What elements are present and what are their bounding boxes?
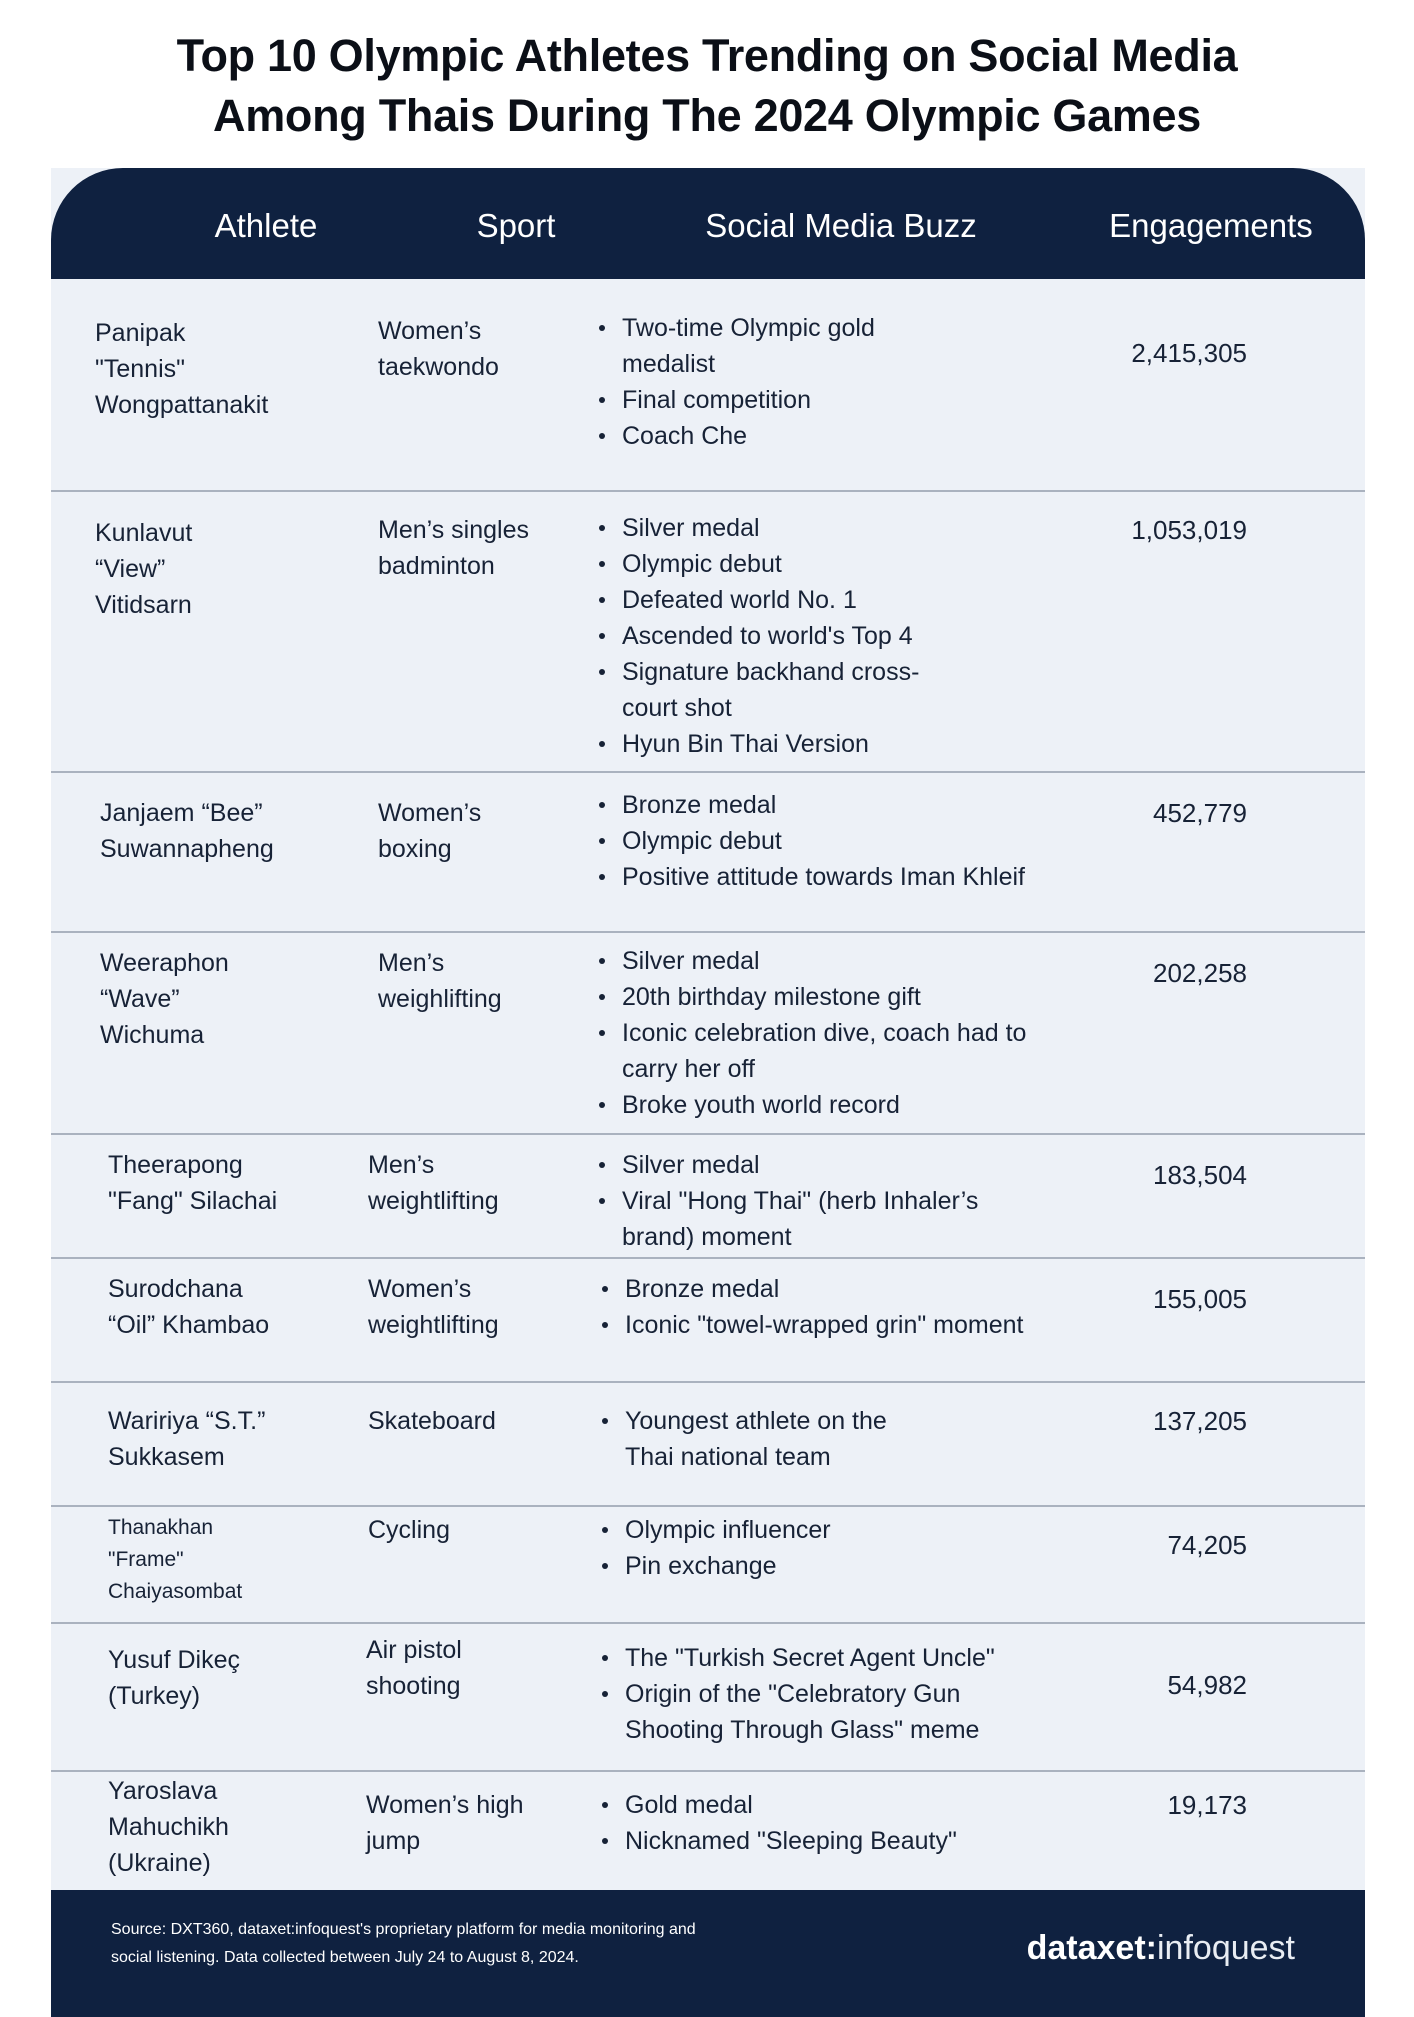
buzz-item-line: Gold medal <box>625 1791 753 1819</box>
sport <box>368 1403 568 1439</box>
athlete-name-line: Mahuchikh <box>108 1813 229 1841</box>
sport <box>368 1147 568 1219</box>
source-line-2: social listening. Data collected between July 24 to August 8, 2024. <box>111 1949 579 1966</box>
buzz-item <box>595 382 1095 418</box>
sport-line: Cycling <box>368 1516 450 1544</box>
buzz-item-line: Silver medal <box>622 947 760 975</box>
buzz-item <box>598 1823 1098 1859</box>
sport <box>368 1512 568 1548</box>
row-divider <box>51 1770 1365 1772</box>
engagements-value: 19,173 <box>1167 1790 1247 1820</box>
athlete-name-line: (Ukraine) <box>108 1849 211 1877</box>
sport <box>366 1632 566 1704</box>
sport <box>366 1787 566 1859</box>
sport-line: Women’s <box>378 799 482 827</box>
athlete-name-line: Panipak <box>95 319 186 347</box>
athlete-name-line: "Tennis" <box>95 355 186 383</box>
sport <box>378 313 578 385</box>
sport <box>368 1271 568 1343</box>
sport <box>378 512 578 584</box>
sport-line: Air pistol <box>366 1636 462 1664</box>
sport-line: Skateboard <box>368 1407 496 1435</box>
buzz-item-line: Youngest athlete on the <box>625 1407 887 1435</box>
buzz-item-line: Positive attitude towards Iman Khleif <box>622 863 1025 891</box>
buzz-item-line: Iconic "towel-wrapped grin" moment <box>625 1311 1024 1339</box>
buzz-item <box>595 582 1095 618</box>
social-media-buzz-list <box>595 310 1095 454</box>
buzz-item <box>595 859 1095 895</box>
buzz-item-line: The "Turkish Secret Agent Uncle" <box>625 1644 995 1672</box>
athlete-name-line: (Turkey) <box>108 1682 201 1710</box>
athlete-name <box>108 1512 358 1608</box>
buzz-item-line: Defeated world No. 1 <box>622 586 857 614</box>
sport <box>378 795 578 867</box>
engagements-value: 54,982 <box>1167 1670 1247 1700</box>
athlete-name-line: Suwannapheng <box>100 835 274 863</box>
athlete-name <box>108 1642 358 1714</box>
sport-line: Women’s <box>368 1275 472 1303</box>
sport-line: weighlifting <box>378 985 502 1013</box>
dataxet-infoquest-logo <box>1027 1928 1295 1968</box>
buzz-item <box>595 726 1095 762</box>
row-divider <box>51 490 1365 492</box>
athlete-name <box>95 515 345 623</box>
buzz-item <box>595 418 1095 454</box>
sport-line: weightlifting <box>368 1311 499 1339</box>
buzz-item-line: Iconic celebration dive, coach had to <box>622 1019 1027 1047</box>
buzz-item-line: 20th birthday milestone gift <box>622 983 921 1011</box>
header-athlete: Athlete <box>214 207 318 244</box>
athlete-name-line: Thanakhan <box>108 1516 214 1539</box>
engagements-value: 155,005 <box>1153 1284 1247 1314</box>
buzz-item-line: Shooting Through Glass" meme <box>625 1716 980 1744</box>
buzz-item <box>595 654 1095 726</box>
athlete-name-line: “Wave” <box>100 985 180 1013</box>
row-divider <box>51 1133 1365 1135</box>
athlete-name-line: Yusuf Dikeç <box>108 1646 241 1674</box>
sport-line: Men’s singles <box>378 516 530 544</box>
athlete-name-line: “View” <box>95 555 166 583</box>
sport-line: Women’s <box>378 317 482 345</box>
buzz-item-line: Ascended to world's Top 4 <box>622 622 913 650</box>
engagements-value: 137,205 <box>1153 1406 1247 1436</box>
engagements-value: 74,205 <box>1167 1530 1247 1560</box>
row-divider <box>51 1257 1365 1259</box>
buzz-item-line: Silver medal <box>622 1151 760 1179</box>
row-divider <box>51 1505 1365 1507</box>
sport-line: Men’s <box>378 949 445 977</box>
sport-line: weightlifting <box>368 1187 499 1215</box>
athlete-name-line: “Oil” Khambao <box>108 1311 270 1339</box>
athlete-name-line: Weeraphon <box>100 949 229 977</box>
athlete-name-line: "Frame" <box>108 1548 184 1571</box>
athlete-name-line: "Fang" Silachai <box>108 1187 278 1215</box>
buzz-item-line: Silver medal <box>622 514 760 542</box>
buzz-item-line: Nicknamed "Sleeping Beauty" <box>625 1827 957 1855</box>
athlete-name-line: Wongpattanakit <box>95 391 269 419</box>
title-line-1: Top 10 Olympic Athletes Trending on Social Media <box>176 30 1238 81</box>
table-header <box>51 168 1365 279</box>
sport-line: boxing <box>378 835 452 863</box>
logo-dataxet: dataxet <box>1026 1929 1146 1967</box>
athlete-name-line: Sukkasem <box>108 1443 225 1471</box>
logo-separator: : <box>1145 1929 1157 1967</box>
buzz-item-line: Olympic debut <box>622 827 782 855</box>
row-divider <box>51 1622 1365 1624</box>
source-line-1: Source: DXT360, dataxet:infoquest's proprietary platform for media monitoring and <box>111 1921 696 1938</box>
buzz-item <box>595 1183 1095 1255</box>
athlete-name-line: Vitidsarn <box>95 591 192 619</box>
sport-line: Women’s high <box>366 1791 524 1819</box>
athlete-name-line: Wichuma <box>100 1021 205 1049</box>
athlete-name <box>100 795 350 867</box>
header-social-media-buzz: Social Media Buzz <box>705 207 977 244</box>
buzz-item-line: court shot <box>622 694 732 722</box>
sport-line: Men’s <box>368 1151 435 1179</box>
buzz-item <box>595 1087 1095 1123</box>
buzz-item-line: Coach Che <box>622 422 748 450</box>
athlete-name-line: Waririya “S.T.” <box>108 1407 266 1435</box>
athlete-name-line: Yaroslava <box>108 1777 218 1805</box>
buzz-item-line: Hyun Bin Thai Version <box>622 730 869 758</box>
engagements-value: 2,415,305 <box>1131 338 1247 368</box>
engagements-value: 1,053,019 <box>1131 515 1247 545</box>
buzz-item-line: Origin of the "Celebratory Gun <box>625 1680 961 1708</box>
buzz-item <box>595 1015 1095 1087</box>
buzz-item-line: Bronze medal <box>622 791 777 819</box>
athlete-name-line: Kunlavut <box>95 519 193 547</box>
athlete-name <box>100 945 350 1053</box>
page-title <box>0 26 1414 146</box>
athlete-name <box>108 1147 358 1219</box>
sport-line: taekwondo <box>378 353 499 381</box>
footer <box>51 1890 1365 2017</box>
sport-line: jump <box>366 1827 421 1855</box>
buzz-item-line: Olympic debut <box>622 550 782 578</box>
buzz-item-line: Two-time Olympic gold <box>622 314 875 342</box>
buzz-item-line: Final competition <box>622 386 811 414</box>
buzz-item <box>595 618 1095 654</box>
buzz-item-line: medalist <box>622 350 716 378</box>
buzz-item-line: carry her off <box>622 1055 755 1083</box>
engagements-value: 452,779 <box>1153 798 1247 828</box>
logo-infoquest: infoquest <box>1157 1929 1295 1967</box>
buzz-item-line: Thai national team <box>625 1443 831 1471</box>
athlete-name-line: Janjaem “Bee” <box>100 799 263 827</box>
athlete-name-line: Surodchana <box>108 1275 243 1303</box>
athlete-name-line: Chaiyasombat <box>108 1580 243 1603</box>
buzz-item-line: Broke youth world record <box>622 1091 900 1119</box>
row-divider <box>51 1381 1365 1383</box>
header-engagements: Engagements <box>1109 207 1313 244</box>
athlete-name <box>108 1271 358 1343</box>
buzz-item <box>595 546 1095 582</box>
buzz-item-line: Viral "Hong Thai" (herb Inhaler’s <box>622 1187 979 1215</box>
title-line-2: Among Thais During The 2024 Olympic Games <box>213 90 1201 141</box>
source-note <box>111 1916 871 1972</box>
row-divider <box>51 931 1365 933</box>
athlete-name-line: Theerapong <box>108 1151 243 1179</box>
buzz-item-line: Bronze medal <box>625 1275 780 1303</box>
sport-line: badminton <box>378 552 495 580</box>
engagements-value: 202,258 <box>1153 958 1247 988</box>
buzz-item-line: brand) moment <box>622 1223 792 1251</box>
athlete-name <box>108 1403 358 1475</box>
buzz-item-line: Pin exchange <box>625 1552 777 1580</box>
row-divider <box>51 771 1365 773</box>
athlete-name <box>95 315 345 423</box>
sport <box>378 945 578 1017</box>
engagements-value: 183,504 <box>1153 1160 1247 1190</box>
header-sport: Sport <box>476 207 556 244</box>
sport-line: shooting <box>366 1672 461 1700</box>
buzz-item-line: Olympic influencer <box>625 1516 831 1544</box>
athlete-name <box>108 1773 358 1881</box>
buzz-item-line: Signature backhand cross- <box>622 658 920 686</box>
